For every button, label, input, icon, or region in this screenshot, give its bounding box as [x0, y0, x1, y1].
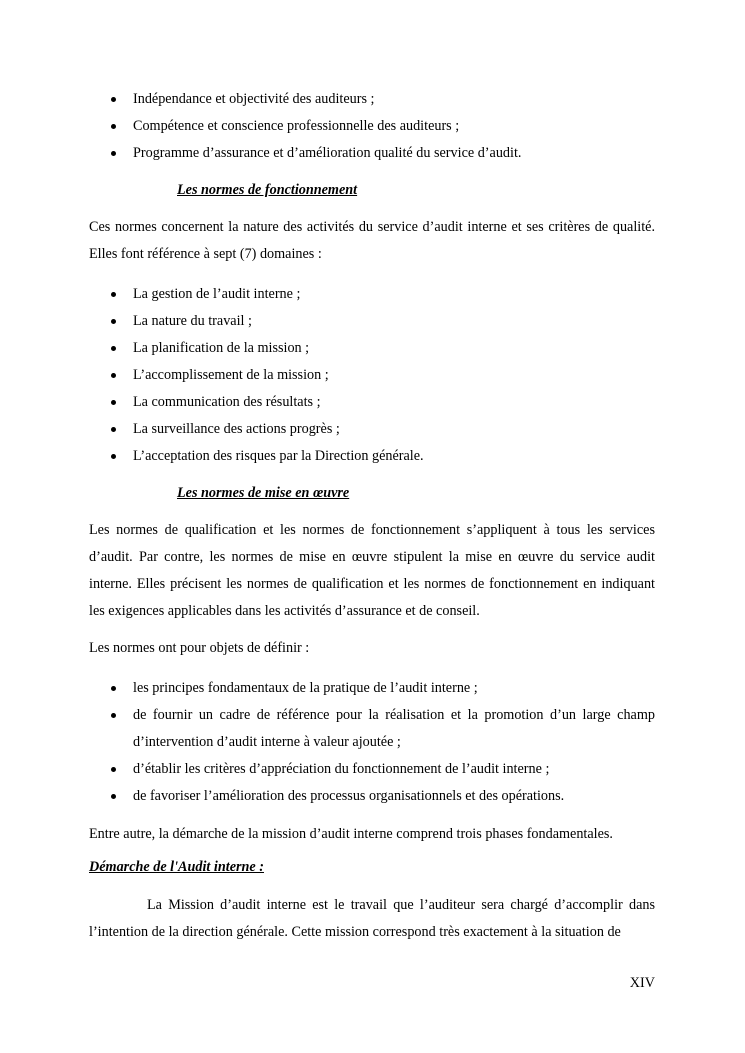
- list-item: de fournir un cadre de référence pour la réalisation et la promotion d’un large champ d’intervention d’audit interne à valeur ajoutée ;: [89, 702, 655, 756]
- bullet-icon: [111, 400, 116, 405]
- list-item: La gestion de l’audit interne ;: [89, 281, 655, 308]
- bullet-icon: [111, 713, 116, 718]
- bullet-icon: [111, 292, 116, 297]
- bullet-icon: [111, 373, 116, 378]
- list-item: La planification de la mission ;: [89, 335, 655, 362]
- page-number: XIV: [629, 975, 655, 991]
- list-item: L’acceptation des risques par la Direction générale.: [89, 443, 655, 470]
- bullet-icon: [111, 427, 116, 432]
- section-title-demarche: Démarche de l'Audit interne :: [89, 859, 264, 875]
- bullet-icon: [111, 151, 116, 156]
- list-qualification-criteria: [89, 86, 655, 167]
- bullet-icon: [111, 686, 116, 691]
- heading-normes-fonctionnement: Les normes de fonctionnement: [177, 182, 358, 198]
- bullet-icon: [111, 767, 116, 772]
- list-item: Compétence et conscience professionnelle des auditeurs ;: [89, 113, 655, 140]
- list-item: La surveillance des actions progrès ;: [89, 416, 655, 443]
- bullet-icon: [111, 319, 116, 324]
- bullet-icon: [111, 97, 116, 102]
- list-item: les principes fondamentaux de la pratique de l’audit interne ;: [89, 675, 655, 702]
- list-item: La nature du travail ;: [89, 308, 655, 335]
- paragraph-demarche: Entre autre, la démarche de la mission d’audit interne comprend trois phases fondamentales.: [89, 826, 613, 842]
- list-item: d’établir les critères d’appréciation du fonctionnement de l’audit interne ;: [89, 756, 655, 783]
- list-objectives: [89, 675, 655, 810]
- paragraph-mise-en-oeuvre: Les normes de qualification et les normes de fonctionnement s’appliquent à tous les services d’audit. Par contre, les normes de mise en œuvre stipulent la mise en œuvre du service audit interne. Elles précisent les normes de qualification et les normes de fonctionnement en indiquant les exigences applicables dans les activités d’assurance et de conseil.: [89, 522, 655, 619]
- paragraph-fonctionnement: Ces normes concernent la nature des activités du service d’audit interne et ses critères de qualité. Elles font référence à sept (7) domaines :: [89, 219, 655, 262]
- list-item: Indépendance et objectivité des auditeurs ;: [89, 86, 655, 113]
- list-item: de favoriser l’amélioration des processus organisationnels et des opérations.: [89, 783, 655, 810]
- bullet-icon: [111, 454, 116, 459]
- paragraph-objets: Les normes ont pour objets de définir :: [89, 640, 310, 656]
- bullet-icon: [111, 794, 116, 799]
- document-page: [89, 86, 655, 946]
- list-domains: [89, 281, 655, 470]
- heading-normes-mise-en-oeuvre: Les normes de mise en œuvre: [177, 485, 350, 501]
- bullet-icon: [111, 124, 116, 129]
- list-item: Programme d’assurance et d’amélioration qualité du service d’audit.: [89, 140, 655, 167]
- paragraph-mission: La Mission d’audit interne est le travail que l’auditeur sera chargé d’accomplir dans l’intention de la direction générale. Cette mission correspond très exactement à la situation de: [89, 897, 655, 940]
- bullet-icon: [111, 346, 116, 351]
- list-item: La communication des résultats ;: [89, 389, 655, 416]
- list-item: L’accomplissement de la mission ;: [89, 362, 655, 389]
